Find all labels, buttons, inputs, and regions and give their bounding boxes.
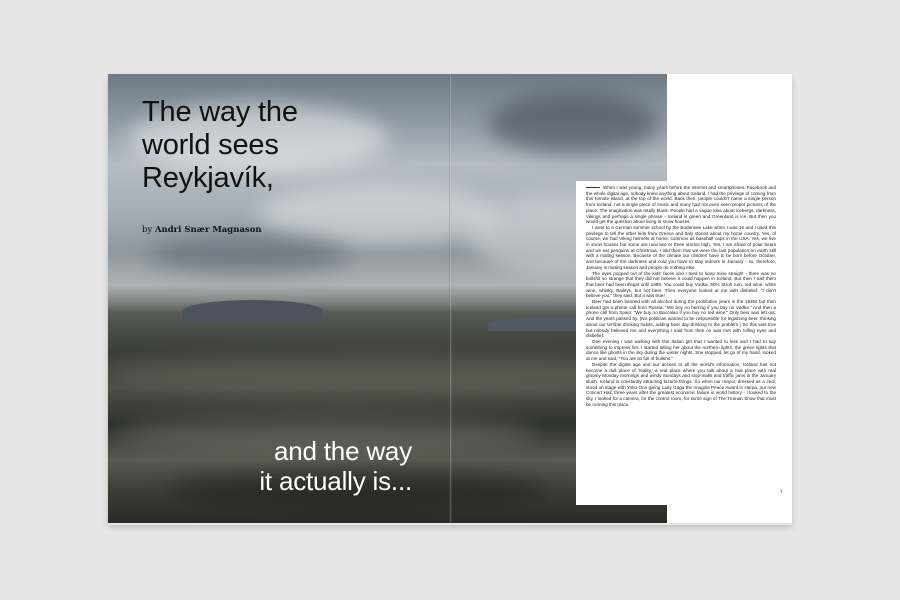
page-gutter <box>449 74 452 523</box>
paragraph-text: When I was young, many years before the internet and smartphones, Facebook and the whole digital age, nobody knew anything about Iceland. I had the privilege of coming from this remote island, at the top of the world. Back then, people couldn't name a single person from Iceland, not a single piece of music and many had not even seen proper pictures of the place. The imagination was totally blank. People had a vague idea about icebergs, darkness, Vikings and perhaps a single phrase - Iceland is green and Greenland is ice. But then you would get the question about living in snow houses. <box>586 185 776 225</box>
dash-glyph <box>586 187 600 188</box>
byline <box>142 225 262 235</box>
article-paragraph: One evening I was walking with this Italian girl that I wanted to kiss and I had to say something to impress her. I started telling her about the northern lights, the green lights that dance like ghosts in the sky during the winter nights. She stopped, let go of my hand, looked at me and said, "You are so full of bullshit." <box>586 338 776 362</box>
article-paragraph: The eyes popped out of the kids' faces and I tried to keep mine straight - there was no bullshit so strange that they did not believe it could happen in Iceland. But then I told them that beer had been illegal until 1989. You could buy Vodka, 90% Stroh rum, red wine, white wine, whisky, Baileys, but not beer. Then everyone looked at me with disbelief. "I don't believe you," they said. But it was true! <box>586 270 776 299</box>
byline-prefix: by <box>142 225 153 235</box>
article-paragraph: Beer had been banned with all alcohol during the prohibition years in the 1930s but then Iceland got a phone call from Russia: "We buy no herring if you buy no Vodka." And then a phone call from Spain: "We buy no Baccalao if you buy no red wine." Only beer was left out. And the years passed by. (No politician wanted to be responsible for legalizing beer, thinking about our terrible drinking habits, adding beer day-drinking to the problem.) So this was true but nobody believed me and everything I said from then on was met with rolling eyes and disbelief. <box>586 299 776 339</box>
tagline <box>212 436 412 496</box>
headline-line: world sees <box>142 129 279 161</box>
headline-line: Reykjavík, <box>142 162 274 194</box>
article-paragraph <box>586 185 776 225</box>
article-paragraph: Despite the digital age and our access to all the world's information, Iceland has not become a dull place of 'reality,' a real place where you talk about a real place with real gloomy Monday mornings and windy Sundays and stop-malls and traffic jams in the January slush. Iceland is constantly attracting bizarre things. So when our mayor, dressed as a Jedi, stood on stage with Yoko Ono giving Lady Gaga the Imagine Peace Award in Harpa, our new Concert Hall, three years after the greatest economic failure in world history - I looked to the sky. I looked for a camera, for the control room, for some sign of The Truman Show that must be running this place. <box>586 361 776 407</box>
article-body <box>586 185 776 503</box>
headline <box>142 96 402 195</box>
mountain <box>183 300 323 322</box>
cloud <box>148 234 348 274</box>
headline-line: The way the <box>142 96 298 128</box>
tagline-line: it actually is... <box>259 466 412 496</box>
byline-author: Andri Snær Magnason <box>154 225 262 235</box>
magazine-spread <box>108 74 792 523</box>
cloud <box>488 94 658 154</box>
page-number: 7 <box>780 489 783 494</box>
article-paragraph: I went to a German summer school by the Bodensee Lake when I was 16 and I used this privilege to tell the other kids from Greece and Italy stories about my home country. Yes, of course, we had Viking helmets at home, common as baseball caps in the USA. Yes, we live in snow houses but some are now two or three stories high. Yes, I am afraid of polar bears and we eat penguins at Christmas. I told them that we were the last population on earth still with a mating season. Because of the climate our children have to be born before October, and because of the darkness and cold you have to stay indoors in January - so, therefore, January is mating season and people do nothing else. <box>586 224 776 270</box>
tagline-line: and the way <box>273 436 412 466</box>
